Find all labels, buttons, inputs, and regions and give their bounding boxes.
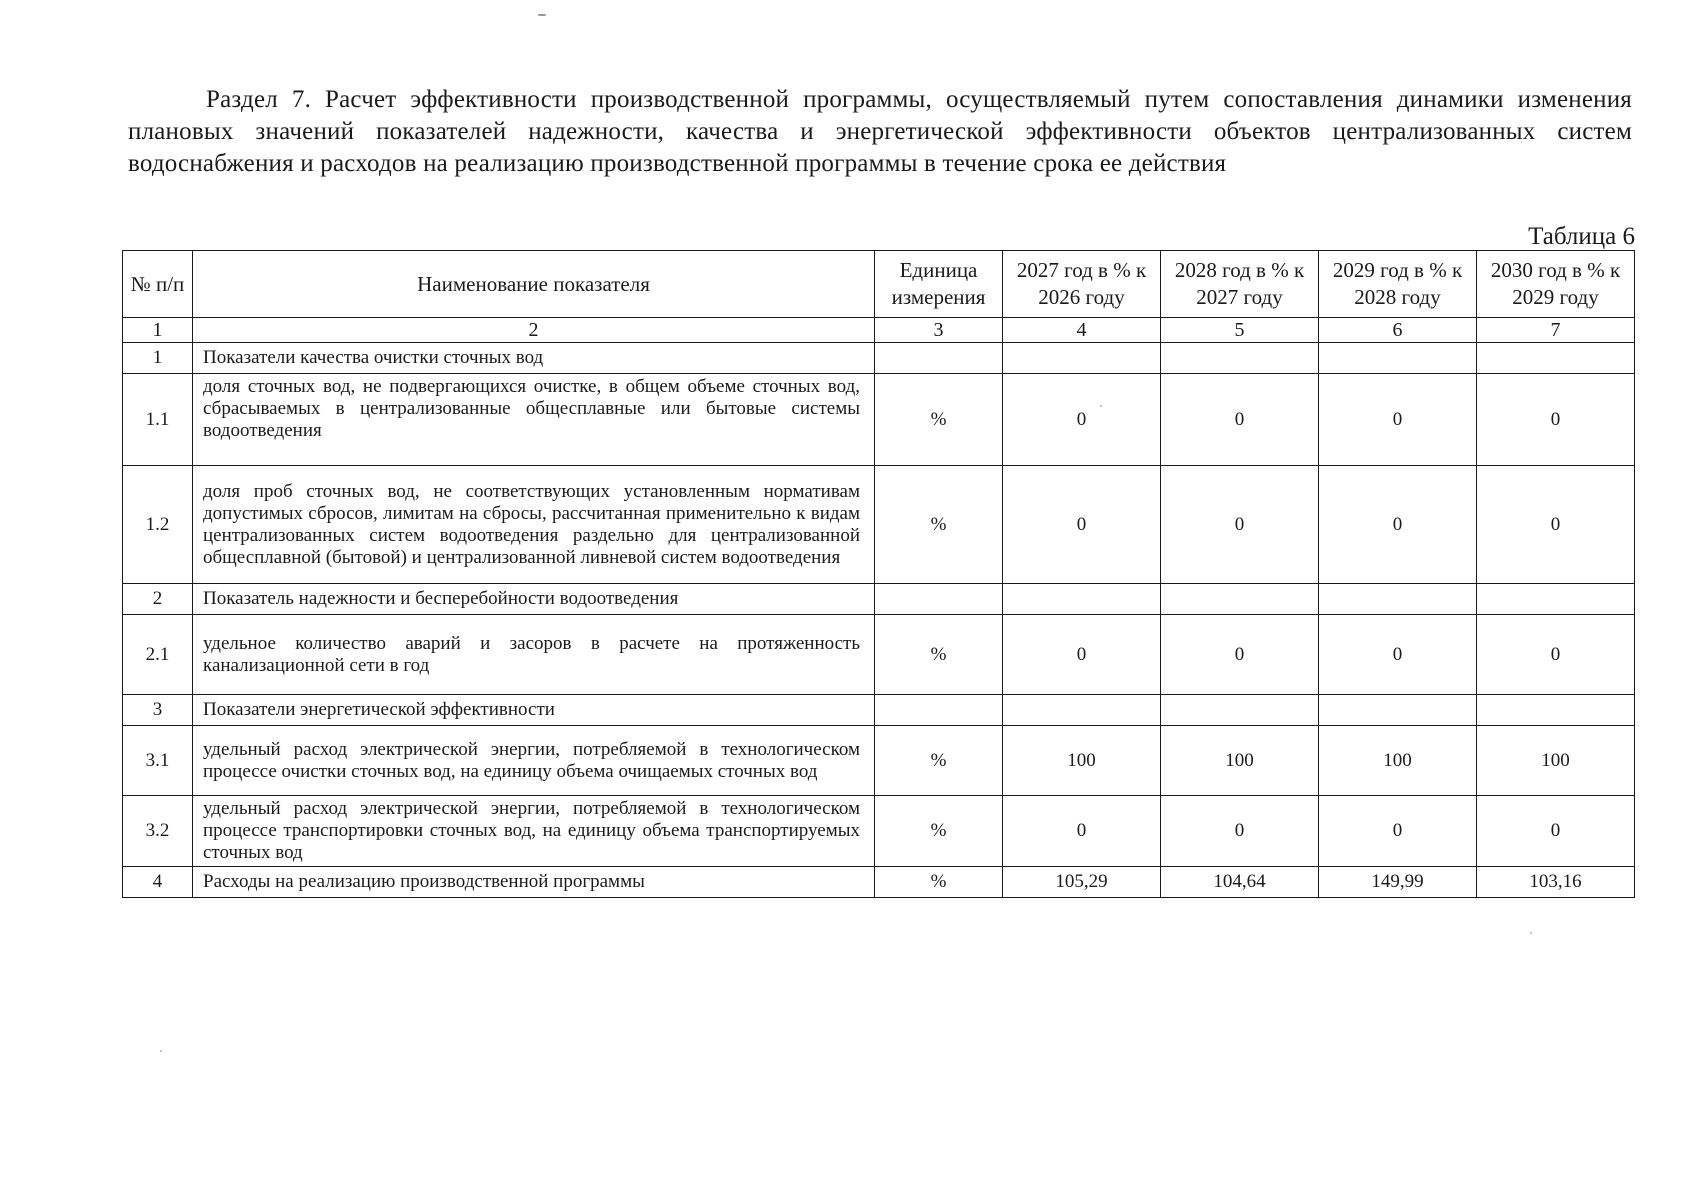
row-name: удельный расход электрической энергии, потребляемой в технологическом процессе транспортировки сточных вод, на единицу объема транспортируемых сточных вод	[193, 796, 875, 867]
row-unit: %	[875, 466, 1003, 584]
table-row	[123, 615, 1635, 695]
table-body	[123, 251, 1635, 898]
row-num: 3	[123, 695, 193, 726]
row-num: 1.1	[123, 374, 193, 466]
row-value-2029: 0	[1319, 374, 1477, 466]
row-value-2030	[1477, 584, 1635, 615]
row-value-2027: 0	[1003, 466, 1161, 584]
column-index: 2	[193, 318, 875, 343]
column-index: 7	[1477, 318, 1635, 343]
row-value-2029	[1319, 584, 1477, 615]
scan-artifact	[160, 1050, 162, 1052]
table-row-section	[123, 695, 1635, 726]
column-index: 1	[123, 318, 193, 343]
row-value-2027	[1003, 695, 1161, 726]
row-unit	[875, 343, 1003, 374]
row-name: доля сточных вод, не подвергающихся очистке, в общем объеме сточных вод, сбрасываемых в централизованные общесплавные или бытовые системы водоотведения	[193, 374, 875, 466]
row-unit: %	[875, 374, 1003, 466]
row-value-2027: 100	[1003, 726, 1161, 796]
row-value-2029: 0	[1319, 615, 1477, 695]
row-num: 1.2	[123, 466, 193, 584]
row-num: 3.2	[123, 796, 193, 867]
table-row-section	[123, 343, 1635, 374]
column-index: 3	[875, 318, 1003, 343]
row-value-2028: 0	[1161, 466, 1319, 584]
header-name: Наименование показателя	[193, 251, 875, 318]
row-value-2029: 149,99	[1319, 867, 1477, 898]
section-heading: Раздел 7. Расчет эффективности производственной программы, осуществляемый путем сопоставления динамики изменения плановых значений показателей надежности, качества и энергетической эффективности объектов централизованных систем водоснабжения и расходов на реализацию производственной программы в течение срока ее действия	[128, 86, 1632, 177]
header-2030: 2030 год в % к 2029 году	[1477, 251, 1635, 318]
table-row-section	[123, 584, 1635, 615]
row-value-2027: 105,29	[1003, 867, 1161, 898]
row-name: доля проб сточных вод, не соответствующих установленным нормативам допустимых сбросов, лимитам на сбросы, рассчитанная применительно к видам централизованных систем водоотведения раздельно для централизованной общесплавной (бытовой) и централизованной ливневой систем водоотведения	[193, 466, 875, 584]
row-name: Показатели энергетической эффективности	[193, 695, 875, 726]
row-value-2030: 0	[1477, 374, 1635, 466]
row-value-2029: 100	[1319, 726, 1477, 796]
row-value-2028: 104,64	[1161, 867, 1319, 898]
row-unit: %	[875, 726, 1003, 796]
row-value-2027: 0	[1003, 374, 1161, 466]
table-row	[123, 796, 1635, 867]
header-unit: Единица измерения	[875, 251, 1003, 318]
row-num: 1	[123, 343, 193, 374]
header-num: № п/п	[123, 251, 193, 318]
row-name: Показатели качества очистки сточных вод	[193, 343, 875, 374]
row-unit: %	[875, 796, 1003, 867]
column-index: 4	[1003, 318, 1161, 343]
row-value-2027: 0	[1003, 796, 1161, 867]
table-row	[123, 726, 1635, 796]
row-value-2027: 0	[1003, 615, 1161, 695]
row-value-2028	[1161, 343, 1319, 374]
header-2028: 2028 год в % к 2027 году	[1161, 251, 1319, 318]
column-index: 5	[1161, 318, 1319, 343]
scan-artifact	[1530, 932, 1532, 934]
row-value-2029	[1319, 695, 1477, 726]
row-value-2028: 0	[1161, 796, 1319, 867]
row-value-2029: 0	[1319, 796, 1477, 867]
row-value-2028: 100	[1161, 726, 1319, 796]
table-caption: Таблица 6	[1528, 223, 1635, 250]
scan-artifact	[1100, 405, 1102, 407]
row-name: удельное количество аварий и засоров в расчете на протяженность канализационной сети в год	[193, 615, 875, 695]
scan-artifact	[538, 14, 546, 16]
row-value-2030	[1477, 343, 1635, 374]
header-2027: 2027 год в % к 2026 году	[1003, 251, 1161, 318]
row-value-2030: 0	[1477, 796, 1635, 867]
row-num: 3.1	[123, 726, 193, 796]
row-unit	[875, 584, 1003, 615]
row-name: Расходы на реализацию производственной программы	[193, 867, 875, 898]
row-num: 2	[123, 584, 193, 615]
row-num: 4	[123, 867, 193, 898]
row-value-2030: 0	[1477, 466, 1635, 584]
row-value-2029: 0	[1319, 466, 1477, 584]
row-value-2028: 0	[1161, 374, 1319, 466]
row-value-2029	[1319, 343, 1477, 374]
table-header-row	[123, 251, 1635, 318]
row-unit: %	[875, 867, 1003, 898]
table-row	[123, 867, 1635, 898]
row-value-2030: 103,16	[1477, 867, 1635, 898]
row-unit: %	[875, 615, 1003, 695]
row-value-2027	[1003, 343, 1161, 374]
row-value-2028: 0	[1161, 615, 1319, 695]
row-num: 2.1	[123, 615, 193, 695]
table-row	[123, 374, 1635, 466]
indicators-table	[122, 250, 1635, 898]
row-value-2027	[1003, 584, 1161, 615]
header-2029: 2029 год в % к 2028 году	[1319, 251, 1477, 318]
row-value-2030	[1477, 695, 1635, 726]
row-value-2028	[1161, 695, 1319, 726]
row-unit	[875, 695, 1003, 726]
row-value-2028	[1161, 584, 1319, 615]
row-name: Показатель надежности и бесперебойности водоотведения	[193, 584, 875, 615]
column-index: 6	[1319, 318, 1477, 343]
column-index-row	[123, 318, 1635, 343]
row-value-2030: 100	[1477, 726, 1635, 796]
row-value-2030: 0	[1477, 615, 1635, 695]
row-name: удельный расход электрической энергии, потребляемой в технологическом процессе очистки сточных вод, на единицу объема очищаемых сточных вод	[193, 726, 875, 796]
table-row	[123, 466, 1635, 584]
